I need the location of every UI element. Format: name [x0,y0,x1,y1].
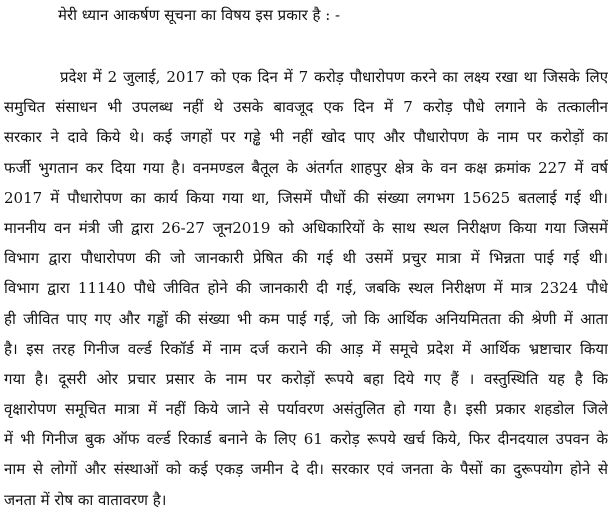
paragraph-line: समुचित संसाधन भी उपलब्ध नहीं थे उसके बावजूद एक दिन में 7 करोड़ पौधे लगाने के तत्कालीन [4,98,608,117]
paragraph-line: विभाग द्वारा पौधारोपण की जो जानकारी प्रेषित की गई थी उसमें प्रचुर मात्रा में भिन्नता पाई गई थी। [4,249,608,268]
paragraph-line: प्रदेश में 2 जुलाई, 2017 को एक दिन में 7 करोड़ पौधारोपण करने का लक्ष्य रखा था जिसके लिए [60,68,608,86]
paragraph-line: माननीय वन मंत्री जी द्वारा 26-27 जून2019 को अधिकारियों के साथ स्थल निरीक्षण किया गया जिसमें [4,218,608,237]
paragraph-line: है। इस तरह गिनीज वर्ल्ड रिकॉर्ड में नाम दर्ज कराने की आड़ में समूचे प्रदेश में आर्थिक भ्रष्टाचार किया [4,339,608,358]
paragraph-line: में भी गिनीज बुक ऑफ वर्ल्ड रिकार्ड बनाने के लिए 61 करोड़ रूपये खर्च किये, फिर दीनदयाल उपवन के [4,430,608,449]
paragraph-line: सरकार ने दावे किये थे। कई जगहों पर गड्ढे भी नहीं खोद पाए और पौधारोपण के नाम पर करोड़ों का [4,128,608,147]
body-paragraph [4,62,608,515]
paragraph-line: ही जीवित पाए गए और गड्ढों की संख्या भी कम पाई गई, जो कि आर्थिक अनियमितता की श्रेणी में आता [4,309,608,328]
paragraph-line: नाम से लोगों और संस्थाओं को कई एकड़ जमीन दे दी। सरकार एवं जनता के पैसों का दुरूपयोग होने से [4,460,608,479]
paragraph-line: विभाग द्वारा 11140 पौधे जीवित होने की जानकारी दी गई, जबकि स्थल निरीक्षण में मात्र 2324 पौधे [4,279,608,298]
document-heading: मेरी ध्यान आकर्षण सूचना का विषय इस प्रकार है : - [58,6,341,24]
paragraph-line: वृक्षारोपण समूचित मात्रा में नहीं किये जाने से पर्यावरण असंतुलित हो गया है। इसी प्रकार शहडोल जिले [4,400,608,419]
paragraph-line: जनता में रोष का वातावरण है। [4,490,167,509]
paragraph-line: गया है। दूसरी ओर प्रचार प्रसार के नाम पर करोड़ों रूपये बहा दिये गए हैं । वस्तुस्थिति यह है कि [4,369,608,388]
paragraph-line: फर्जी भुगतान कर दिया गया है। वनमण्डल बैतूल के अंतर्गत शाहपुर क्षेत्र के वन कक्ष क्रमांक 227 में वर्ष [4,158,608,177]
paragraph-line: 2017 में पौधारोपण का कार्य किया गया था, जिसमें पौधों की संख्या लगभग 15625 बतलाई गई थी। [4,188,608,207]
